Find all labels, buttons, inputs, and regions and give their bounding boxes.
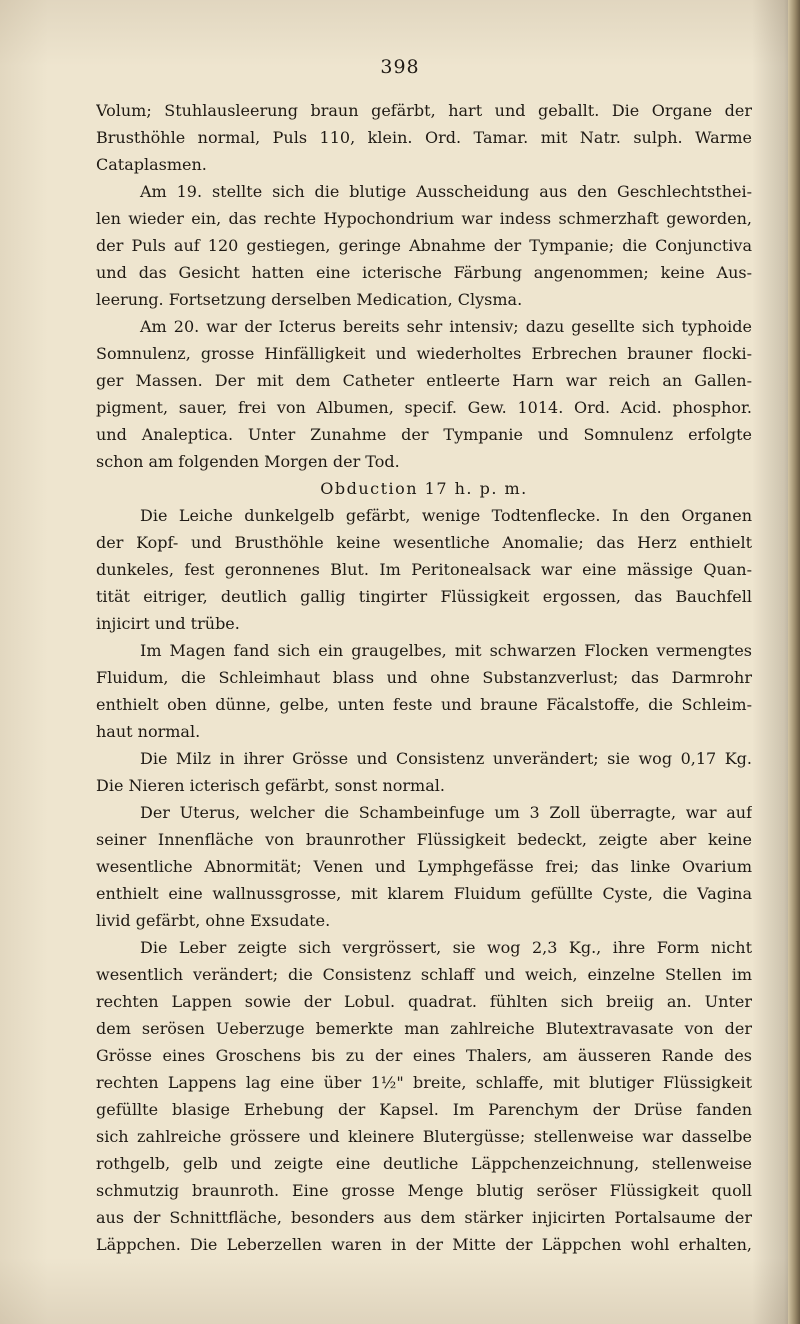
text-line: rechten Lappen sowie der Lobul. quadrat. fühlten sich breiig an. Unter [96, 992, 752, 1011]
text-line: der Puls auf 120 gestiegen, geringe Abnahme der Tympanie; die Conjunctiva [96, 236, 752, 255]
section-heading: Obduction 17 h. p. m. [320, 479, 528, 498]
text-line: Die Milz in ihrer Grösse und Consistenz unverändert; sie wog 0,17 Kg. [140, 749, 752, 768]
text-line: tität eitriger, deutlich gallig tingirter Flüssigkeit ergossen, das Bauchfell [96, 587, 752, 606]
text-line: Die Leiche dunkelgelb gefärbt, wenige Todtenflecke. In den Organen [140, 506, 752, 525]
text-line: dunkeles, fest geronnenes Blut. Im Peritonealsack war eine mässige Quan- [96, 560, 752, 579]
text-line: und das Gesicht hatten eine icterische Färbung angenommen; keine Aus- [96, 263, 752, 282]
text-line: aus der Schnittfläche, besonders aus dem stärker injicirten Portalsaume der [96, 1208, 752, 1227]
text-line: Die Nieren icterisch gefärbt, sonst normal. [96, 776, 445, 795]
text-line: dem serösen Ueberzuge bemerkte man zahlreiche Blutextravasate von der [96, 1019, 752, 1038]
page-number: 398 [380, 56, 420, 78]
text-line: Läppchen. Die Leberzellen waren in der Mitte der Läppchen wohl erhalten, [96, 1235, 752, 1254]
text-line: injicirt und trübe. [96, 614, 240, 633]
text-line: enthielt oben dünne, gelbe, unten feste und braune Fäcalstoffe, die Schleim- [96, 695, 752, 714]
text-line: leerung. Fortsetzung derselben Medication, Clysma. [96, 290, 523, 309]
text-line: Die Leber zeigte sich vergrössert, sie wog 2,3 Kg., ihre Form nicht [140, 938, 752, 957]
text-line: Grösse eines Groschens bis zu der eines Thalers, am äusseren Rande des [96, 1046, 752, 1065]
text-line: sich zahlreiche grössere und kleinere Blutergüsse; stellenweise war dasselbe [96, 1127, 752, 1146]
text-line: haut normal. [96, 722, 201, 741]
text-line: der Kopf- und Brusthöhle keine wesentliche Anomalie; das Herz enthielt [96, 533, 752, 552]
text-line: und Analeptica. Unter Zunahme der Tympanie und Somnulenz erfolgte [96, 425, 752, 444]
text-line: schmutzig braunroth. Eine grosse Menge blutig seröser Flüssigkeit quoll [96, 1181, 752, 1200]
text-line: Somnulenz, grosse Hinfälligkeit und wiederholtes Erbrechen brauner flocki- [96, 344, 752, 363]
text-line: Volum; Stuhlausleerung braun gefärbt, hart und geballt. Die Organe der [96, 101, 752, 120]
text-line: Am 20. war der Icterus bereits sehr intensiv; dazu gesellte sich typhoide [140, 317, 752, 336]
text-line: wesentlich verändert; die Consistenz schlaff und weich, einzelne Stellen im [96, 965, 752, 984]
text-line: enthielt eine wallnussgrosse, mit klarem Fluidum gefüllte Cyste, die Vagina [96, 884, 752, 903]
text-line: wesentliche Abnormität; Venen und Lymphgefässe frei; das linke Ovarium [96, 857, 752, 876]
text-line: livid gefärbt, ohne Exsudate. [96, 911, 331, 930]
body-text [96, 97, 752, 1258]
text-line: gefüllte blasige Erhebung der Kapsel. Im Parenchym der Drüse fanden [96, 1100, 752, 1119]
text-line: Der Uterus, welcher die Schambeinfuge um 3 Zoll überragte, war auf [140, 803, 752, 822]
text-line: rechten Lappens lag eine über 1½" breite, schlaffe, mit blutiger Flüssigkeit [96, 1073, 752, 1092]
text-line: Fluidum, die Schleimhaut blass und ohne Substanzverlust; das Darmrohr [96, 668, 752, 687]
text-line: Im Magen fand sich ein graugelbes, mit schwarzen Flocken vermengtes [140, 641, 752, 660]
text-line: seiner Innenfläche von braunrother Flüssigkeit bedeckt, zeigte aber keine [96, 830, 752, 849]
text-line: Cataplasmen. [96, 155, 207, 174]
text-line: ger Massen. Der mit dem Catheter entleerte Harn war reich an Gallen- [96, 371, 752, 390]
text-line: Brusthöhle normal, Puls 110, klein. Ord. Tamar. mit Natr. sulph. Warme [96, 128, 752, 147]
text-line: len wieder ein, das rechte Hypochondrium war indess schmerzhaft geworden, [96, 209, 752, 228]
text-line: schon am folgenden Morgen der Tod. [96, 452, 400, 471]
text-line: pigment, sauer, frei von Albumen, specif. Gew. 1014. Ord. Acid. phosphor. [96, 398, 752, 417]
text-line: rothgelb, gelb und zeigte eine deutliche Läppchenzeichnung, stellenweise [96, 1154, 752, 1173]
book-spine-edge [788, 0, 800, 1324]
text-line: Am 19. stellte sich die blutige Ausscheidung aus den Geschlechtsthei- [140, 182, 752, 201]
